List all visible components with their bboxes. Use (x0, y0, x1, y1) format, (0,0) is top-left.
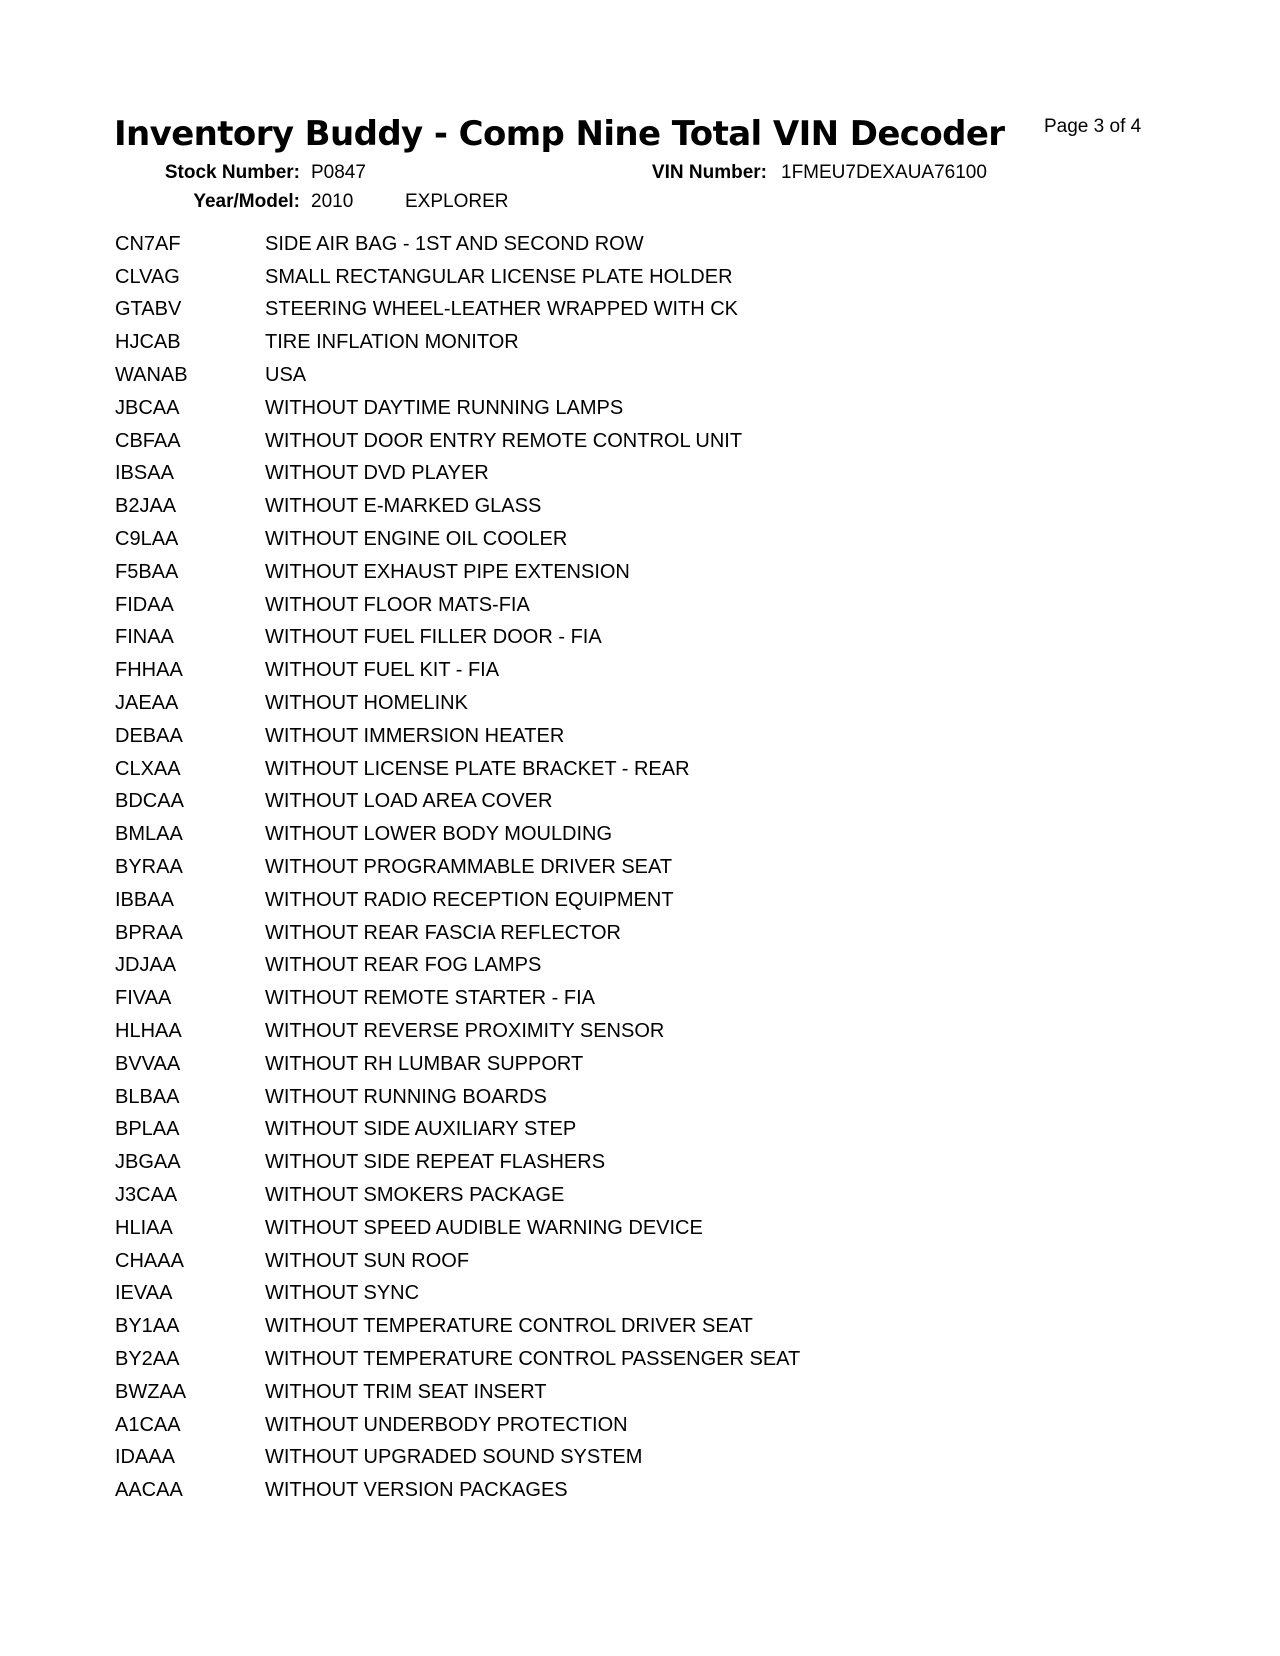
document-title: Inventory Buddy - Comp Nine Total VIN Decoder (114, 114, 1005, 154)
option-code: FIVAA (115, 987, 172, 1010)
option-row (115, 786, 1115, 819)
option-code: A1CAA (115, 1413, 181, 1436)
option-row (115, 1278, 1115, 1311)
option-description: WITHOUT DOOR ENTRY REMOTE CONTROL UNIT (265, 429, 743, 452)
option-code: HLHAA (115, 1020, 182, 1043)
option-code: IBSAA (115, 462, 174, 485)
option-code: B2JAA (115, 495, 177, 518)
option-row (115, 1179, 1115, 1212)
option-description: WITHOUT REAR FASCIA REFLECTOR (265, 921, 621, 944)
option-row (115, 458, 1115, 491)
option-description: WITHOUT FUEL FILLER DOOR - FIA (265, 626, 602, 649)
option-code: CLVAG (115, 265, 180, 288)
option-description: WITHOUT REAR FOG LAMPS (265, 954, 542, 977)
option-description: SMALL RECTANGULAR LICENSE PLATE HOLDER (265, 265, 733, 288)
option-code: HJCAB (115, 331, 181, 354)
option-row (115, 884, 1115, 917)
option-row (115, 687, 1115, 720)
option-code: HLIAA (115, 1216, 173, 1239)
option-code: DEBAA (115, 724, 183, 747)
option-code: JDJAA (115, 954, 177, 977)
option-description: WITHOUT RH LUMBAR SUPPORT (265, 1052, 584, 1075)
option-code: J3CAA (115, 1184, 178, 1206)
option-description: WITHOUT EXHAUST PIPE EXTENSION (265, 560, 630, 583)
option-description: WITHOUT TRIM SEAT INSERT (265, 1380, 547, 1403)
option-code: CLXAA (115, 757, 181, 780)
option-description: WITHOUT RUNNING BOARDS (265, 1085, 547, 1108)
option-description: SIDE AIR BAG - 1ST AND SECOND ROW (265, 232, 644, 255)
option-description: WITHOUT SPEED AUDIBLE WARNING DEVICE (265, 1216, 703, 1239)
option-row (115, 490, 1115, 523)
option-code: BYRAA (115, 856, 183, 879)
option-row (115, 1212, 1115, 1245)
stock-number-label: Stock Number: (164, 162, 300, 183)
option-description: WITHOUT SIDE AUXILIARY STEP (265, 1118, 577, 1141)
option-row (115, 851, 1115, 884)
option-row (115, 425, 1115, 458)
option-row (115, 326, 1115, 359)
option-code: BWZAA (115, 1380, 187, 1403)
option-description: WITHOUT IMMERSION HEATER (265, 724, 565, 747)
option-row (115, 1474, 1115, 1507)
option-row (115, 1146, 1115, 1179)
option-code: BMLAA (115, 823, 183, 846)
option-row (115, 1310, 1115, 1343)
option-code: FHHAA (115, 659, 183, 682)
option-code: BPRAA (115, 921, 183, 944)
option-code: BPLAA (115, 1118, 180, 1141)
option-row (115, 359, 1115, 392)
option-description: WITHOUT REMOTE STARTER - FIA (265, 987, 595, 1010)
option-code: CN7AF (115, 232, 181, 255)
option-description: USA (265, 364, 307, 387)
option-description: WITHOUT DVD PLAYER (265, 462, 489, 485)
option-description: WITHOUT LOAD AREA COVER (265, 790, 553, 813)
option-row (115, 1015, 1115, 1048)
option-description: WITHOUT PROGRAMMABLE DRIVER SEAT (265, 856, 673, 879)
option-code: BY1AA (115, 1315, 180, 1338)
option-code: IBBAA (115, 888, 174, 911)
option-row (115, 228, 1115, 261)
option-row (115, 1114, 1115, 1147)
year-value: 2010 (311, 191, 354, 212)
option-row (115, 950, 1115, 983)
option-description: WITHOUT UPGRADED SOUND SYSTEM (265, 1446, 643, 1469)
option-description: WITHOUT SUN ROOF (265, 1249, 470, 1272)
year-model-label: Year/Model: (193, 191, 300, 212)
option-description: WITHOUT DAYTIME RUNNING LAMPS (265, 396, 624, 419)
option-description: WITHOUT FLOOR MATS-FIA (265, 593, 530, 616)
page-indicator: Page 3 of 4 (1044, 116, 1142, 137)
option-description: WITHOUT ENGINE OIL COOLER (265, 528, 568, 551)
option-code: CHAAA (115, 1249, 184, 1272)
option-row (115, 720, 1115, 753)
option-row (115, 1048, 1115, 1081)
option-description: WITHOUT SMOKERS PACKAGE (265, 1184, 565, 1206)
option-row (115, 294, 1115, 327)
option-row (115, 654, 1115, 687)
option-code: CBFAA (115, 429, 181, 452)
option-row (115, 556, 1115, 589)
option-code: BLBAA (115, 1085, 180, 1108)
option-description: STEERING WHEEL-LEATHER WRAPPED WITH CK (265, 298, 739, 321)
option-description: WITHOUT UNDERBODY PROTECTION (265, 1413, 628, 1436)
option-code: BVVAA (115, 1052, 181, 1075)
option-row (115, 1441, 1115, 1474)
option-row (115, 917, 1115, 950)
option-code: JAEAA (115, 692, 179, 715)
option-description: WITHOUT TEMPERATURE CONTROL DRIVER SEAT (265, 1315, 753, 1338)
option-row (115, 1343, 1115, 1376)
option-description: WITHOUT LICENSE PLATE BRACKET - REAR (265, 757, 690, 780)
option-code: AACAA (115, 1479, 183, 1502)
option-description: WITHOUT FUEL KIT - FIA (265, 659, 500, 682)
option-description: WITHOUT HOMELINK (265, 692, 468, 715)
option-row (115, 261, 1115, 294)
vin-number-value: 1FMEU7DEXAUA76100 (781, 162, 987, 183)
option-row (115, 1245, 1115, 1278)
option-code: IEVAA (115, 1282, 173, 1305)
option-code: C9LAA (115, 528, 179, 551)
option-code: IDAAA (115, 1446, 176, 1469)
option-code-list (115, 228, 1115, 1507)
option-code: JBCAA (115, 396, 180, 419)
option-row (115, 1376, 1115, 1409)
option-description: WITHOUT LOWER BODY MOULDING (265, 823, 613, 846)
option-code: FIDAA (115, 593, 174, 616)
option-row (115, 982, 1115, 1015)
option-code: GTABV (115, 298, 182, 321)
option-code: FINAA (115, 626, 174, 649)
option-row (115, 1409, 1115, 1442)
option-row (115, 589, 1115, 622)
option-description: WITHOUT E-MARKED GLASS (265, 495, 542, 518)
option-code: F5BAA (115, 560, 179, 583)
vin-number-label: VIN Number: (651, 162, 767, 183)
stock-number-value: P0847 (311, 162, 366, 183)
option-code: WANAB (115, 364, 188, 387)
option-row (115, 1081, 1115, 1114)
option-description: WITHOUT TEMPERATURE CONTROL PASSENGER SEAT (265, 1347, 801, 1370)
option-row (115, 523, 1115, 556)
option-code: JBGAA (115, 1151, 181, 1174)
option-row (115, 392, 1115, 425)
option-row (115, 818, 1115, 851)
option-description: TIRE INFLATION MONITOR (265, 331, 519, 354)
option-code: BY2AA (115, 1347, 180, 1370)
option-row (115, 622, 1115, 655)
option-description: WITHOUT REVERSE PROXIMITY SENSOR (265, 1020, 665, 1043)
model-value: EXPLORER (405, 191, 509, 212)
option-description: WITHOUT SIDE REPEAT FLASHERS (265, 1151, 606, 1174)
option-code: BDCAA (115, 790, 184, 813)
option-description: WITHOUT SYNC (265, 1282, 420, 1305)
option-description: WITHOUT RADIO RECEPTION EQUIPMENT (265, 888, 674, 911)
option-description: WITHOUT VERSION PACKAGES (265, 1479, 568, 1502)
option-row (115, 753, 1115, 786)
